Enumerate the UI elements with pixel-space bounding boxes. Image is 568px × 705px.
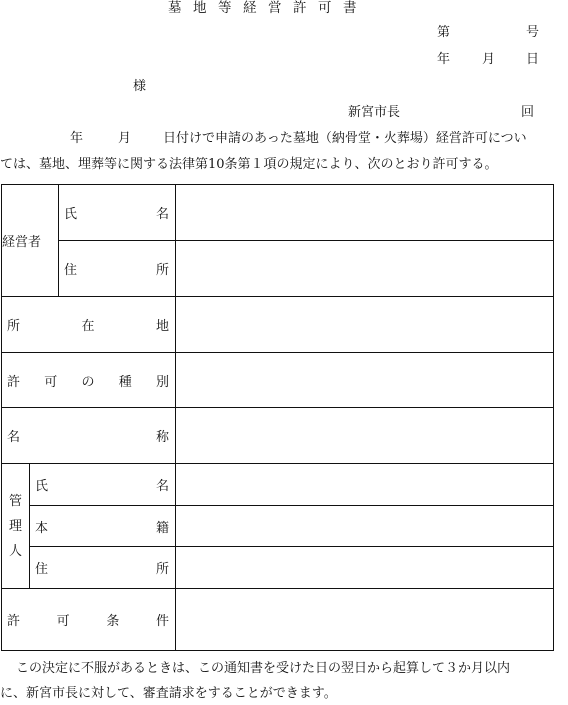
label-char: 住 [35, 562, 49, 577]
label-char: 可 [56, 614, 70, 629]
permit-form-table [1, 184, 554, 651]
label-char: 名 [156, 479, 170, 494]
number-suffix: 号 [526, 25, 540, 40]
label-char: 種 [118, 374, 132, 390]
operator-name-label-cell [59, 185, 176, 241]
intro-year: 年 [70, 131, 84, 146]
permit-type-label-cell [2, 353, 176, 408]
label-char: 所 [156, 263, 170, 278]
facility-name-row [2, 408, 554, 464]
label-char: 名 [156, 207, 170, 222]
operator-name-row [2, 185, 554, 241]
footer-line-2: に、新宮市長に対して、審査請求をすることができます。 [0, 686, 337, 701]
label-char: 条 [106, 614, 120, 629]
operator-group-cell [2, 185, 59, 297]
label-char: 本 [35, 520, 49, 536]
number-prefix: 第 [437, 25, 451, 40]
manager-group-char: 管 [8, 493, 22, 509]
manager-name-row [2, 464, 554, 506]
label-char: 在 [81, 319, 95, 334]
label-char: 氏 [35, 479, 49, 494]
operator-address-row [2, 241, 554, 297]
operator-group-label: 経営者 [2, 235, 42, 250]
manager-address-label-cell [30, 547, 176, 589]
permit-type-row [2, 353, 554, 408]
location-label-cell [2, 297, 176, 353]
label-char: の [81, 374, 95, 390]
document-title: 墓地等経営許可書 [168, 0, 368, 16]
location-row [2, 297, 554, 353]
intro-month: 月 [118, 131, 132, 146]
label-char: 称 [156, 430, 170, 445]
label-char: 可 [44, 374, 58, 390]
manager-group-char: 理 [8, 518, 22, 534]
issuer-name: 新宮市長 [348, 105, 401, 120]
footer-line-1: この決定に不服があるときは、この通知書を受けた日の翌日から起算して３か月以内 [16, 661, 511, 676]
facility-name-label-cell [2, 408, 176, 464]
manager-domicile-value-cell [176, 506, 554, 547]
addressee-suffix: 様 [133, 79, 147, 94]
manager-address-value-cell [176, 547, 554, 589]
date-day: 日 [526, 52, 540, 67]
operator-name-value-cell [176, 185, 554, 241]
label-char: 別 [156, 374, 170, 390]
intro-line-2: ては、墓地、埋葬等に関する法律第10条第１項の規定により、次のとおり許可する。 [0, 157, 498, 172]
label-char: 地 [156, 319, 170, 334]
facility-name-value-cell [176, 408, 554, 464]
seal-mark: 回 [521, 105, 535, 120]
label-char: 住 [64, 263, 78, 278]
conditions-row [2, 589, 554, 651]
permit-type-value-cell [176, 353, 554, 408]
label-char: 許 [7, 374, 21, 390]
label-char: 氏 [64, 207, 78, 222]
conditions-label-cell [2, 589, 176, 651]
label-char: 所 [7, 319, 21, 334]
manager-group-char: 人 [8, 543, 22, 559]
manager-domicile-label-cell [30, 506, 176, 547]
conditions-value-cell [176, 589, 554, 651]
label-char: 許 [7, 614, 21, 629]
label-char: 所 [156, 562, 170, 577]
operator-address-label-cell [59, 241, 176, 297]
location-value-cell [176, 297, 554, 353]
label-char: 件 [155, 614, 169, 629]
date-month: 月 [482, 52, 496, 67]
manager-group-cell [2, 464, 30, 589]
date-year: 年 [437, 52, 451, 67]
intro-text: 日付けで申請のあった墓地（納骨堂・火葬場）経営許可につい [163, 131, 527, 146]
operator-address-value-cell [176, 241, 554, 297]
label-char: 籍 [156, 520, 170, 536]
manager-name-label-cell [30, 464, 176, 506]
manager-name-value-cell [176, 464, 554, 506]
manager-domicile-row [2, 506, 554, 547]
label-char: 名 [7, 430, 21, 445]
manager-address-row [2, 547, 554, 589]
